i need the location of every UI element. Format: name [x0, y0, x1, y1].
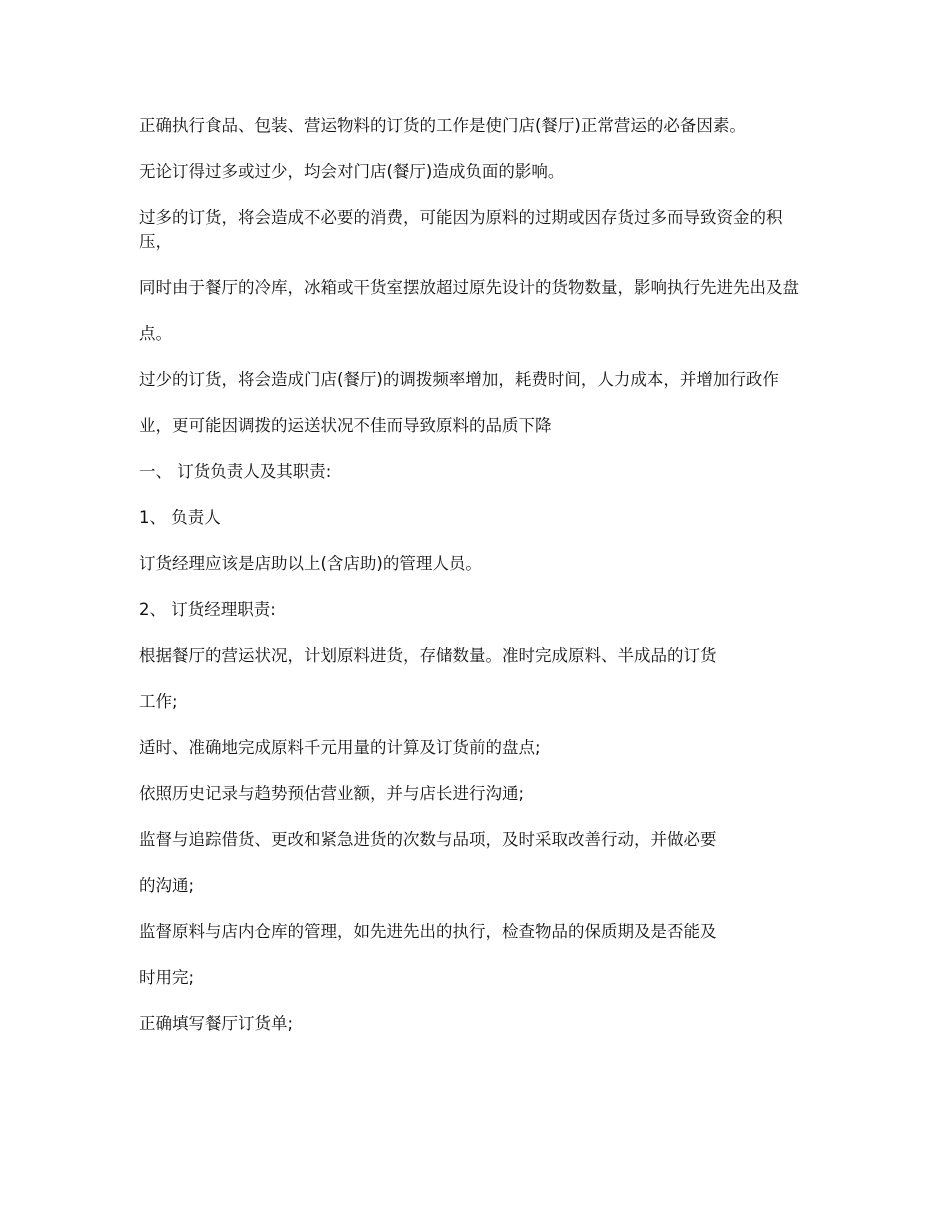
paragraph: 正确填写餐厅订货单; [139, 1014, 294, 1033]
section-heading: 一、 订货负责人及其职责: [139, 462, 332, 481]
subsection-heading: 2、 订货经理职责: [139, 600, 276, 619]
paragraph: 工作; [139, 692, 178, 711]
paragraph: 点。 [139, 324, 172, 343]
paragraph: 过多的订货，将会造成不必要的消费，可能因为原料的过期或因存货过多而导致资金的积压， [139, 208, 783, 251]
paragraph: 过少的订货，将会造成门店(餐厅)的调拨频率增加，耗费时间，人力成本，并增加行政作 [139, 370, 779, 389]
paragraph: 适时、准确地完成原料千元用量的计算及订货前的盘点; [139, 738, 541, 757]
paragraph: 监督与追踪借货、更改和紧急进货的次数与品项，及时采取改善行动，并做必要 [139, 830, 717, 849]
subsection-heading: 1、 负责人 [139, 508, 221, 527]
paragraph: 监督原料与店内仓库的管理，如先进先出的执行，检查物品的保质期及是否能及 [139, 922, 717, 941]
paragraph: 的沟通; [139, 876, 195, 895]
paragraph: 同时由于餐厅的冷库，冰箱或干货室摆放超过原先设计的货物数量，影响执行先进先出及盘 [139, 278, 799, 297]
document-body [139, 114, 803, 1058]
paragraph: 无论订得过多或过少，均会对门店(餐厅)造成负面的影响。 [139, 162, 565, 181]
paragraph: 业，更可能因调拨的运送状况不佳而导致原料的品质下降 [139, 416, 552, 435]
paragraph: 正确执行食品、包装、营运物料的订货的工作是使门店(餐厅)正常营运的必备因素。 [139, 116, 746, 135]
paragraph: 根据餐厅的营运状况，计划原料进货，存储数量。准时完成原料、半成品的订货 [139, 646, 717, 665]
paragraph: 订货经理应该是店助以上(含店助)的管理人员。 [139, 554, 482, 573]
paragraph: 依照历史记录与趋势预估营业额，并与店长进行沟通; [139, 784, 525, 803]
paragraph: 时用完; [139, 968, 195, 987]
